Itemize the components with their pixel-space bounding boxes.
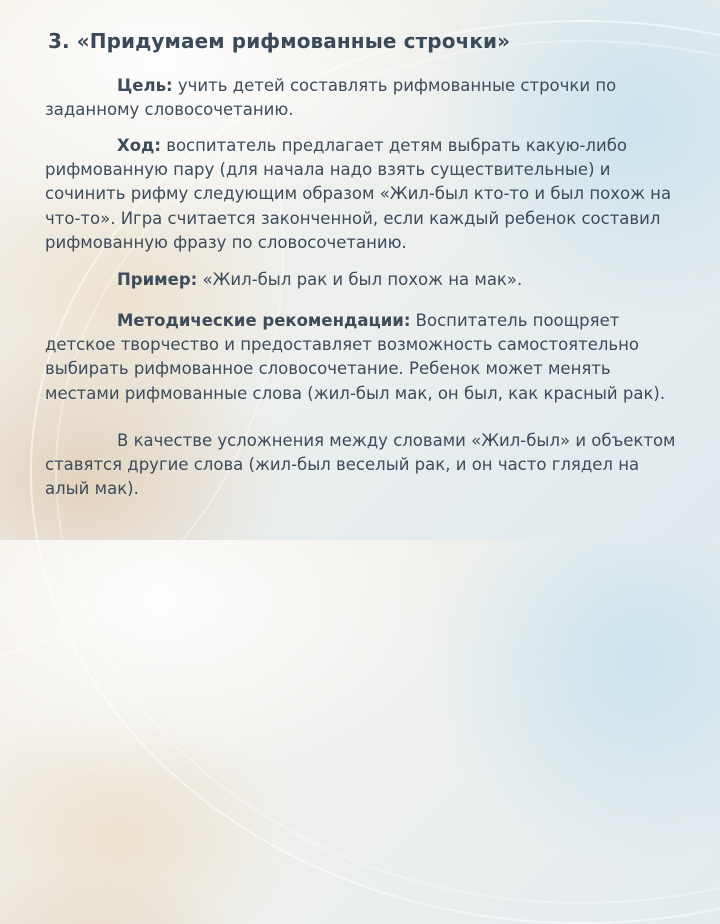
goal-text: учить детей составлять рифмованные строчки по заданному словосочетанию. (45, 76, 617, 120)
procedure-paragraph (45, 134, 685, 255)
goal-label: Цель: (117, 76, 173, 95)
complication-text: В качестве усложнения между словами «Жил-был» и объектом ставятся другие слова (жил-был веселый рак, и он часто глядел на алый мак). (45, 431, 676, 499)
procedure-label: Ход: (117, 136, 161, 155)
complication-paragraph (45, 429, 685, 502)
recommendations-text: Воспитатель поощряет детское творчество и предоставляет возможность самостоятельно выбирать рифмованное словосочетание. Ребенок может менять местами рифмованные слова (жил-был мак, он был, как красный рак). (45, 311, 666, 403)
recommendations-label: Методические рекомендации: (117, 311, 411, 330)
slide-title: 3. «Придумаем рифмованные строчки» (48, 29, 511, 53)
example-text: «Жил-был рак и был похож на мак». (197, 270, 523, 289)
example-paragraph (45, 268, 685, 292)
goal-paragraph (45, 74, 685, 122)
procedure-text: воспитатель предлагает детям выбрать какую-либо рифмованную пару (для начала надо взять существительные) и сочинить рифму следующим образом «Жил-был кто-то и был похож на что-то». Игра считается законченной, если каждый ребенок составил рифмованную фразу по словосочетанию. (45, 136, 672, 252)
example-label: Пример: (117, 270, 198, 289)
recommendations-paragraph (45, 309, 685, 406)
